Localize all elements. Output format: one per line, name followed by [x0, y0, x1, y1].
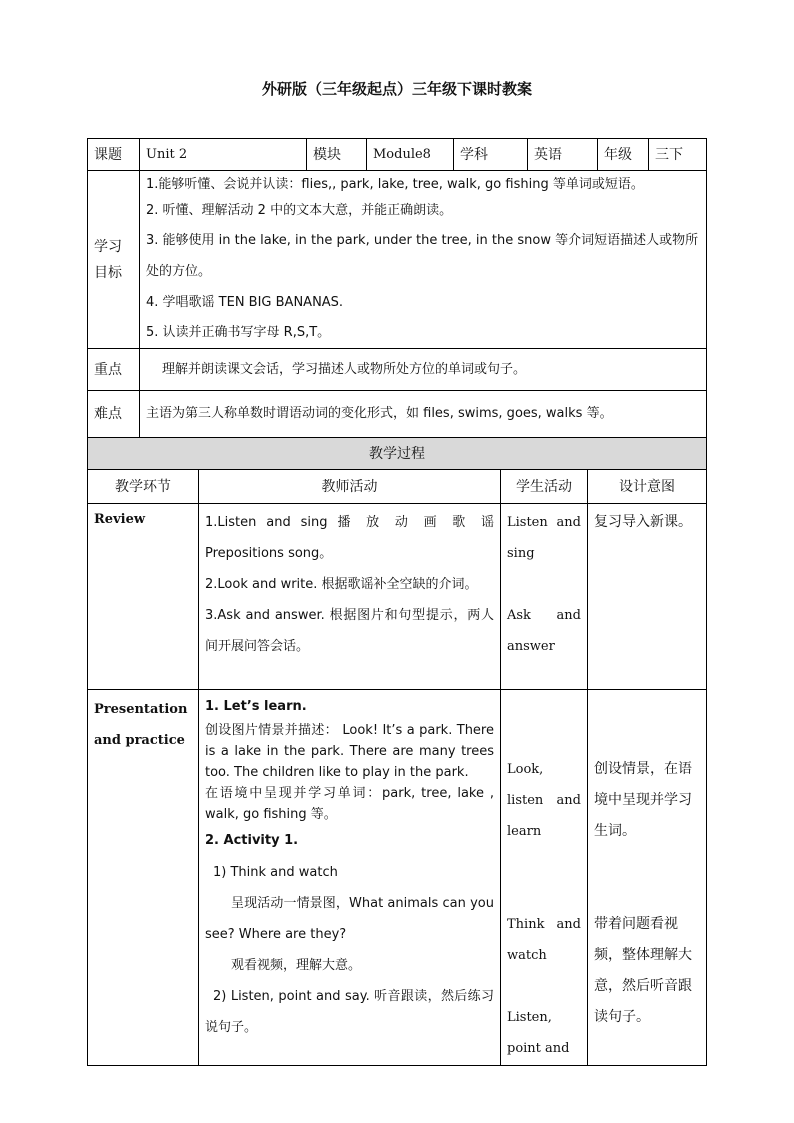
intent-step: 创设情景，在语境中呈现并学习生词。: [594, 761, 692, 839]
review-stage: Review: [88, 504, 199, 690]
review-student: [501, 504, 588, 690]
review-student-step: Listen and sing: [507, 515, 581, 561]
difficulty-label: 难点: [88, 391, 140, 438]
teaching-process-table: [87, 437, 707, 1066]
column-header-student: 学生活动: [501, 470, 588, 504]
presentation-intent: [588, 690, 707, 1066]
review-student-step: Ask and answer: [507, 608, 581, 654]
think-watch-step: 1) Think and watch: [213, 865, 338, 880]
key-point-text: 理解并朗读课文会话，学习描述人或物所处方位的单词或句子。: [140, 349, 707, 391]
review-teacher-step: 3.Ask and answer. 根据图片和句型提示，两人间开展问答会话。: [205, 608, 494, 654]
lesson-info-table: [87, 138, 707, 438]
column-header-teacher: 教师活动: [199, 470, 501, 504]
objectives-label-line1: 学习: [94, 238, 122, 255]
key-point-label: 重点: [88, 349, 140, 391]
review-intent: 复习导入新课。: [588, 504, 707, 690]
review-teacher-step: 1.Listen and sing 播 放 动 画 歌 谣 Prepositions song。: [205, 515, 494, 561]
topic-value: Unit 2: [140, 139, 307, 171]
process-heading: 教学过程: [88, 438, 707, 470]
scene-description: 呈现活动一情景图，What animals can you see? Where are they?: [205, 896, 494, 942]
lets-learn-text: 创设图片情景并描述： Look! It’s a park. There is a lake in the park. There are many trees too. The children like to play in the park.: [205, 723, 494, 780]
module-value: Module8: [367, 139, 454, 171]
objective-item: 4. 学唱歌谣 TEN BIG BANANAS.: [146, 295, 344, 310]
student-listen-step: Listen, point and: [507, 1010, 570, 1056]
column-header-intent: 设计意图: [588, 470, 707, 504]
grade-value: 三下: [649, 139, 707, 171]
presentation-stage-line1: Presentation: [94, 702, 188, 717]
objectives-label: [88, 171, 140, 349]
page-title: 外研版（三年级起点）三年级下课时教案: [261, 80, 532, 98]
activity-heading: 2. Activity 1.: [205, 833, 299, 848]
review-teacher: [199, 504, 501, 690]
presentation-student: [501, 690, 588, 1066]
objective-item: 5. 认读并正确书写字母 R,S,T。: [146, 325, 331, 340]
objective-item: 3. 能够使用 in the lake, in the park, under the tree, in the snow 等介词短语描述人或物所处的方位。: [146, 233, 699, 279]
objective-item: 1.能够听懂、会说并认读：flies,, park, lake, tree, walk, go fishing 等单词或短语。: [146, 177, 644, 192]
lets-learn-words: 在语境中呈现并学习单词：park, tree, lake , walk, go fishing 等。: [205, 786, 494, 822]
review-teacher-step: 2.Look and write. 根据歌谣补全空缺的介词。: [205, 577, 478, 592]
listen-point-step: 2) Listen, point and say. 听音跟读，然后练习说句子。: [205, 989, 494, 1035]
objectives-label-line2: 目标: [94, 264, 122, 281]
lets-learn-heading: 1. Let’s learn.: [205, 699, 307, 714]
subject-value: 英语: [528, 139, 598, 171]
presentation-teacher: [199, 690, 501, 1066]
intent-step: 带着问题看视频，整体理解大意，然后听音跟读句子。: [594, 916, 692, 1025]
objective-item: 2. 听懂、理解活动 2 中的文本大意，并能正确朗读。: [146, 203, 453, 218]
difficulty-text: 主语为第三人称单数时谓语动词的变化形式，如 files, swims, goes, walks 等。: [140, 391, 707, 438]
student-think-step: Think and watch: [507, 917, 581, 963]
student-look-step: Look, listen and learn: [507, 762, 581, 839]
subject-label: 学科: [454, 139, 528, 171]
objectives-content: [140, 171, 707, 349]
grade-label: 年级: [598, 139, 649, 171]
module-label: 模块: [307, 139, 367, 171]
presentation-stage-line2: and practice: [94, 733, 185, 748]
presentation-stage: [88, 690, 199, 1066]
topic-label: 课题: [88, 139, 140, 171]
watch-video-step: 观看视频，理解大意。: [231, 958, 362, 973]
column-header-stage: 教学环节: [88, 470, 199, 504]
